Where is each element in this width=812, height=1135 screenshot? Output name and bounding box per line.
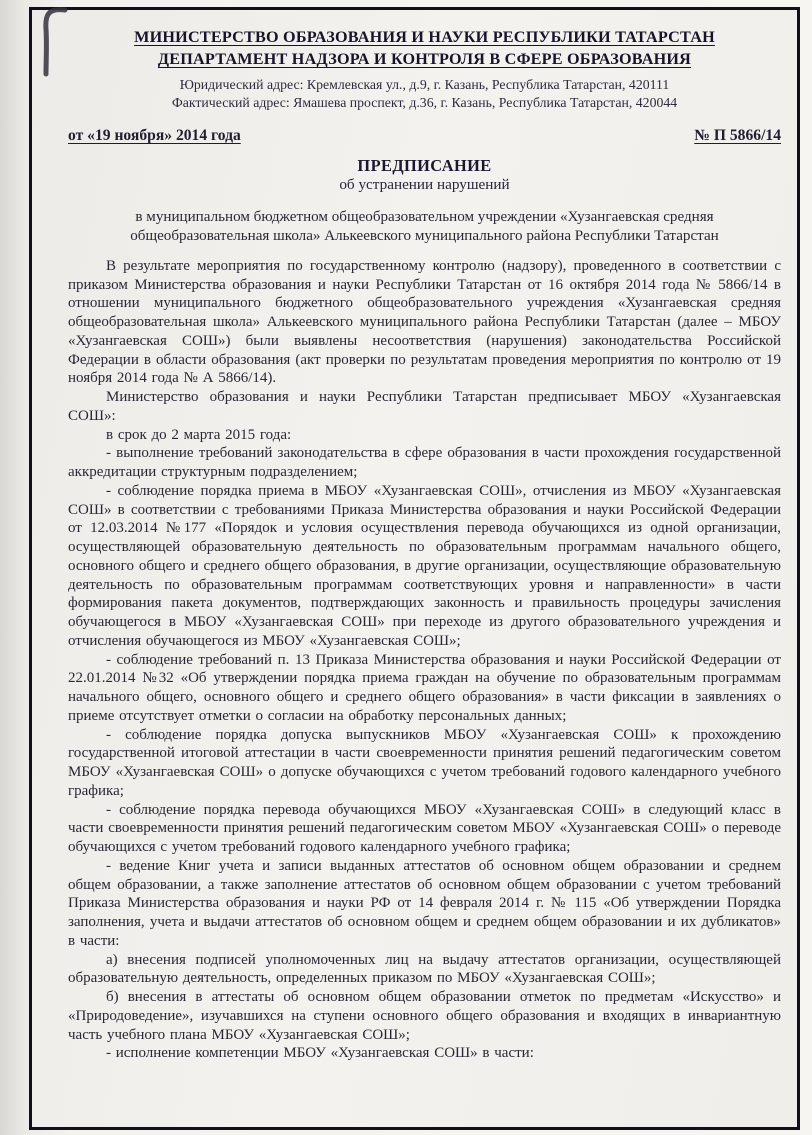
body-subparagraph-a: а) внесения подписей уполномоченных лиц на выдачу аттестатов организации, осуществляющей образовательную деятельность, определенных приказом по МБОУ «Хузангаевская СОШ»;	[68, 951, 781, 987]
document-title: ПРЕДПИСАНИЕ	[357, 156, 492, 176]
document-header	[68, 26, 781, 112]
body-paragraph-list-item: - соблюдение порядка допуска выпускников МБОУ «Хузангаевская СОШ» к прохождению государственной итоговой аттестации в части своевременности принятия решений педагогическим советом МБОУ «Хузангаевская СОШ» о допуске обучающихся с учетом требований годового календарного учебного графика;	[68, 726, 781, 799]
legal-address-line: Юридический адрес: Кремлевская ул., д.9, г. Казань, Республика Татарстан, 420111	[179, 76, 670, 92]
date-and-number-row	[68, 127, 781, 145]
body-paragraph: в срок до 2 марта 2015 года:	[106, 426, 292, 443]
handwritten-bracket-mark	[34, 6, 74, 80]
ministry-name-line: МИНИСТЕРСТВО ОБРАЗОВАНИЯ И НАУКИ РЕСПУБЛИКИ ТАТАРСТАН	[134, 28, 715, 46]
address-block	[68, 76, 781, 112]
actual-address-line: Фактический адрес: Ямашева проспект, д.36, г. Казань, Республика Татарстан, 420044	[171, 94, 678, 110]
department-name-line: ДЕПАРТАМЕНТ НАДЗОРА И КОНТРОЛЯ В СФЕРЕ ОБРАЗОВАНИЯ	[157, 50, 692, 69]
body-paragraph-list-item: - исполнение компетенции МБОУ «Хузангаевская СОШ» в части:	[106, 1045, 534, 1062]
body-paragraph-list-item: - соблюдение порядка приема в МБОУ «Хузангаевская СОШ», отчисления из МБОУ «Хузангаевская СОШ» в соответствии с требованиями Приказа Министерства образования и науки Российской Федерации от 12.03.2014 №177 «Порядок и условия осуществления перевода обучающихся из одной организации, осуществляющей образовательную деятельность по образовательным программам начального общего, основного общего и среднего общего образования, в другие организации, осуществляющие образовательную деятельность по образовательным программам соответствующих уровня и направленности» в части формирования пакета документов, подтверждающих законность и правильность процедуры зачисления обучающегося в МБОУ «Хузангаевская СОШ» при переходе из другого образовательного учреждения и отчисления обучающегося из МБОУ «Хузангаевская СОШ»;	[68, 482, 781, 649]
body-paragraph: В результате мероприятия по государственному контролю (надзору), проведенного в соответствии с приказом Министерства образования и науки Республики Татарстан от 16 октября 2014 года № 5866/14 в отношении муниципального бюджетного общеобразовательного учреждения «Хузангаевская средняя общеобразовательная школа» Алькеевского муниципального района Республики Татарстан (далее – МБОУ «Хузангаевская СОШ») были выявлены несоответствия (нарушения) законодательства Российской Федерации в области образования (акт проверки по результатам проведения мероприятия по контролю от 19 ноября 2014 года № А 5866/14).	[68, 257, 781, 387]
document-body	[68, 257, 781, 1063]
body-paragraph-list-item: - соблюдение порядка перевода обучающихся МБОУ «Хузангаевская СОШ» в следующий класс в части своевременности принятия решений педагогическим советом МБОУ «Хузангаевская СОШ» о переводе обучающихся с учетом требований годового календарного учебного графика;	[68, 801, 781, 855]
body-subparagraph-b: б) внесения в аттестаты об основном общем образовании отметок по предметам «Искусство» и «Природоведение», изучавшихся на ступени основного общего образования и входящих в инвариантную часть учебного плана МБОУ «Хузангаевская СОШ»;	[68, 989, 781, 1043]
addressee-paragraph: в муниципальном бюджетном общеобразовательном учреждении «Хузангаевская средняя общеобразовательная школа» Алькеевского муниципального района Республики Татарстан	[130, 209, 719, 245]
body-paragraph-list-item: - выполнение требований законодательства в сфере образования в части прохождения государственной аккредитации структурным подразделением;	[68, 445, 781, 480]
document-date: от «19 ноября» 2014 года	[68, 127, 241, 145]
document-number: № П 5866/14	[694, 127, 781, 145]
body-paragraph-list-item: - соблюдение требований п. 13 Приказа Министерства образования и науки Российской Федерации от 22.01.2014 №32 «Об утверждении порядка приема граждан на обучение по образовательным программам начального общего, основного общего и среднего общего образования» в части фиксации в заявлениях о приеме отсутствует отметки о согласии на обработку персональных данных;	[68, 651, 781, 724]
body-paragraph: Министерство образования и науки Республики Татарстан предписывает МБОУ «Хузангаевская СОШ»:	[68, 389, 781, 424]
body-paragraph-list-item: - ведение Книг учета и записи выданных аттестатов об основном общем образовании и среднем общем образовании, а также заполнение аттестатов об основном общем образовании с учетом требований Приказа Министерства образования и науки РФ от 14 февраля 2014 г. № 115 «Об утверждении Порядка заполнения, учета и выдачи аттестатов об основном общем и среднем общем образовании и их дубликатов» в части:	[68, 857, 781, 949]
page-border-frame	[29, 7, 800, 1130]
document-subtitle: об устранении нарушений	[339, 176, 510, 194]
